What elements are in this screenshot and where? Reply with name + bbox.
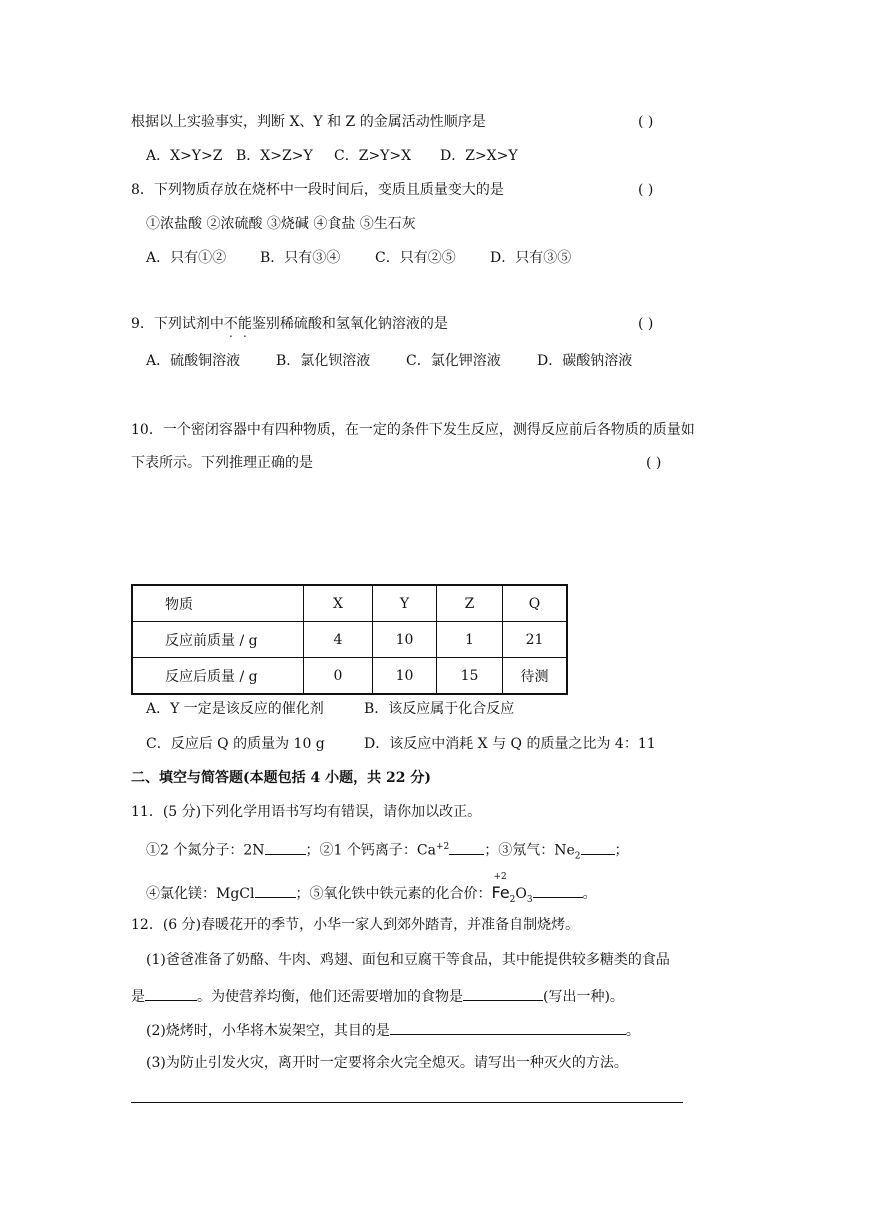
table-cell: 待测 [503, 658, 568, 695]
q7-stem: 根据以上实验事实，判断 X、Y 和 Z 的金属活动性顺序是 [131, 114, 486, 130]
table-cell: 10 [373, 622, 437, 658]
q8-option-a: A．只有①② [146, 250, 227, 266]
q10-options-ab [146, 699, 514, 719]
q11-fe-oxidation: +2 [493, 872, 507, 882]
q11-item-4: ④氯化镁：MgCl [146, 886, 255, 902]
q8-option-d: D．只有③⑤ [490, 250, 572, 266]
q9-option-d: D．碳酸钠溶液 [537, 353, 633, 369]
table-header-cell: Z [437, 585, 503, 622]
table-cell: 15 [437, 658, 503, 695]
q8-option-c: C．只有②⑤ [375, 250, 456, 266]
q10-answer-paren: ( ) [646, 455, 662, 471]
q8-options [146, 248, 571, 268]
table-cell: 1 [437, 622, 503, 658]
q11-part2-end: 。 [582, 886, 597, 902]
q12-blank-2[interactable] [463, 985, 543, 1001]
q7-option-b: B．X>Z>Y [236, 148, 313, 164]
q7-options [146, 146, 518, 166]
table-header-cell: 物质 [132, 585, 304, 622]
q10-mass-table [131, 584, 568, 695]
q11-item-2: ；②1 个钙离子：Ca [305, 842, 436, 859]
q11-blank-1[interactable] [265, 839, 306, 855]
q9-options [146, 351, 632, 371]
q11-part1-end: ； [614, 842, 629, 859]
q7-option-c: C．Z>Y>X [334, 148, 412, 164]
q8-answer-paren: ( ) [638, 182, 654, 198]
q11-item-1: ①2 个氮分子：2N [146, 842, 265, 859]
section2-title: 二、填空与简答题(本题包括 4 小题，共 22 分) [131, 770, 431, 786]
q9-answer-paren: ( ) [638, 316, 654, 332]
table-header-row [132, 585, 567, 622]
q11-blank-5[interactable] [533, 882, 583, 898]
q8-stem: 8．下列物质存放在烧杯中一段时间后，变质且质量变大的是 [131, 182, 504, 198]
q12-part1-mid: 。为使营养均衡，他们还需要增加的食物是 [197, 989, 463, 1005]
q12-part1-line2 [131, 985, 624, 1007]
q11-item-3: ；③氖气：Ne [484, 842, 575, 859]
q12-part2 [146, 1019, 640, 1041]
q12-part2-end: 。 [625, 1023, 640, 1039]
q9-stem [131, 314, 448, 334]
q11-o-symbol: O [515, 886, 527, 902]
q11-item-2-sup: +2 [435, 842, 450, 852]
table-header-cell: X [304, 585, 373, 622]
table-cell: 4 [304, 622, 373, 658]
q12-blank-1[interactable] [145, 985, 197, 1001]
table-header-cell: Y [373, 585, 437, 622]
q7-option-a: A．X>Y>Z [146, 148, 223, 164]
q10-option-c: C．反应后 Q 的质量为 10 g [146, 736, 325, 752]
q12-part1-end: (写出一种)。 [543, 989, 624, 1005]
table-cell: 10 [373, 658, 437, 695]
q9-option-c: C．氯化钾溶液 [406, 353, 501, 369]
q10-options-cd [146, 734, 656, 754]
table-header-cell: Q [503, 585, 568, 622]
q11-item-3-sub: 2 [574, 851, 581, 862]
q12-part1-shi: 是 [131, 989, 145, 1005]
table-row [132, 622, 567, 658]
q11-blank-3[interactable] [581, 839, 615, 855]
table-cell: 反应前质量 / g [132, 622, 304, 658]
q11-blank-2[interactable] [449, 839, 484, 855]
table-cell: 0 [304, 658, 373, 695]
q9-option-b: B．氯化钡溶液 [276, 353, 371, 369]
table-cell: 21 [503, 622, 568, 658]
q11-part2 [146, 872, 597, 910]
q11-item-5: ；⑤氧化铁中铁元素的化合价： [295, 886, 492, 902]
q7-option-d: D．Z>X>Y [440, 148, 518, 164]
q10-stem-line2: 下表所示。下列推理正确的是 [131, 455, 313, 471]
q9-stem-post: 鉴别稀硫酸和氢氧化钠溶液的是 [251, 316, 448, 332]
q11-part1 [146, 837, 629, 866]
q12-answer-line[interactable] [131, 1102, 683, 1103]
q12-part3: (3)为防止引发火灾，离开时一定要将余火完全熄灭。请写出一种灭火的方法。 [146, 1055, 628, 1071]
table-row [132, 658, 567, 695]
q10-stem-line1: 10．一个密闭容器中有四种物质，在一定的条件下发生反应，测得反应前后各物质的质量如 [131, 422, 695, 438]
q12-part2-text: (2)烧烤时，小华将木炭架空，其目的是 [146, 1023, 390, 1039]
q7-answer-paren: ( ) [638, 114, 654, 130]
q9-stem-pre: 9．下列试剂中 [131, 316, 224, 332]
q10-option-b: B．该反应属于化合反应 [364, 701, 515, 717]
q11-fe-sub: 2 [509, 894, 516, 905]
q11-o-sub: 3 [526, 894, 533, 905]
q12-blank-3[interactable] [390, 1019, 626, 1035]
q11-blank-4[interactable] [255, 882, 296, 898]
q9-emphasis-neng: 能 [237, 316, 252, 332]
q11-fe-symbol: Fe [491, 883, 510, 902]
q12-stem: 12．(6 分)春暖花开的季节，小华一家人到郊外踏青，并准备自制烧烤。 [131, 917, 580, 933]
q12-part1-line1: (1)爸爸准备了奶酪、牛肉、鸡翅、面包和豆腐干等食品，其中能提供较多糖类的食品 [146, 952, 670, 968]
q11-fe-formula [491, 872, 510, 902]
q9-option-a: A．硫酸铜溶液 [146, 353, 241, 369]
q11-stem: 11．(5 分)下列化学用语书写均有错误，请你加以改正。 [131, 804, 482, 820]
q8-items: ①浓盐酸 ②浓硫酸 ③烧碱 ④食盐 ⑤生石灰 [146, 216, 416, 232]
q9-emphasis-bu: 不 [223, 316, 238, 332]
q10-option-a: A．Y 一定是该反应的催化剂 [146, 701, 324, 717]
q10-option-d: D．该反应中消耗 X 与 Q 的质量之比为 4：11 [364, 736, 656, 752]
q8-option-b: B．只有③④ [260, 250, 341, 266]
table-cell: 反应后质量 / g [132, 658, 304, 695]
